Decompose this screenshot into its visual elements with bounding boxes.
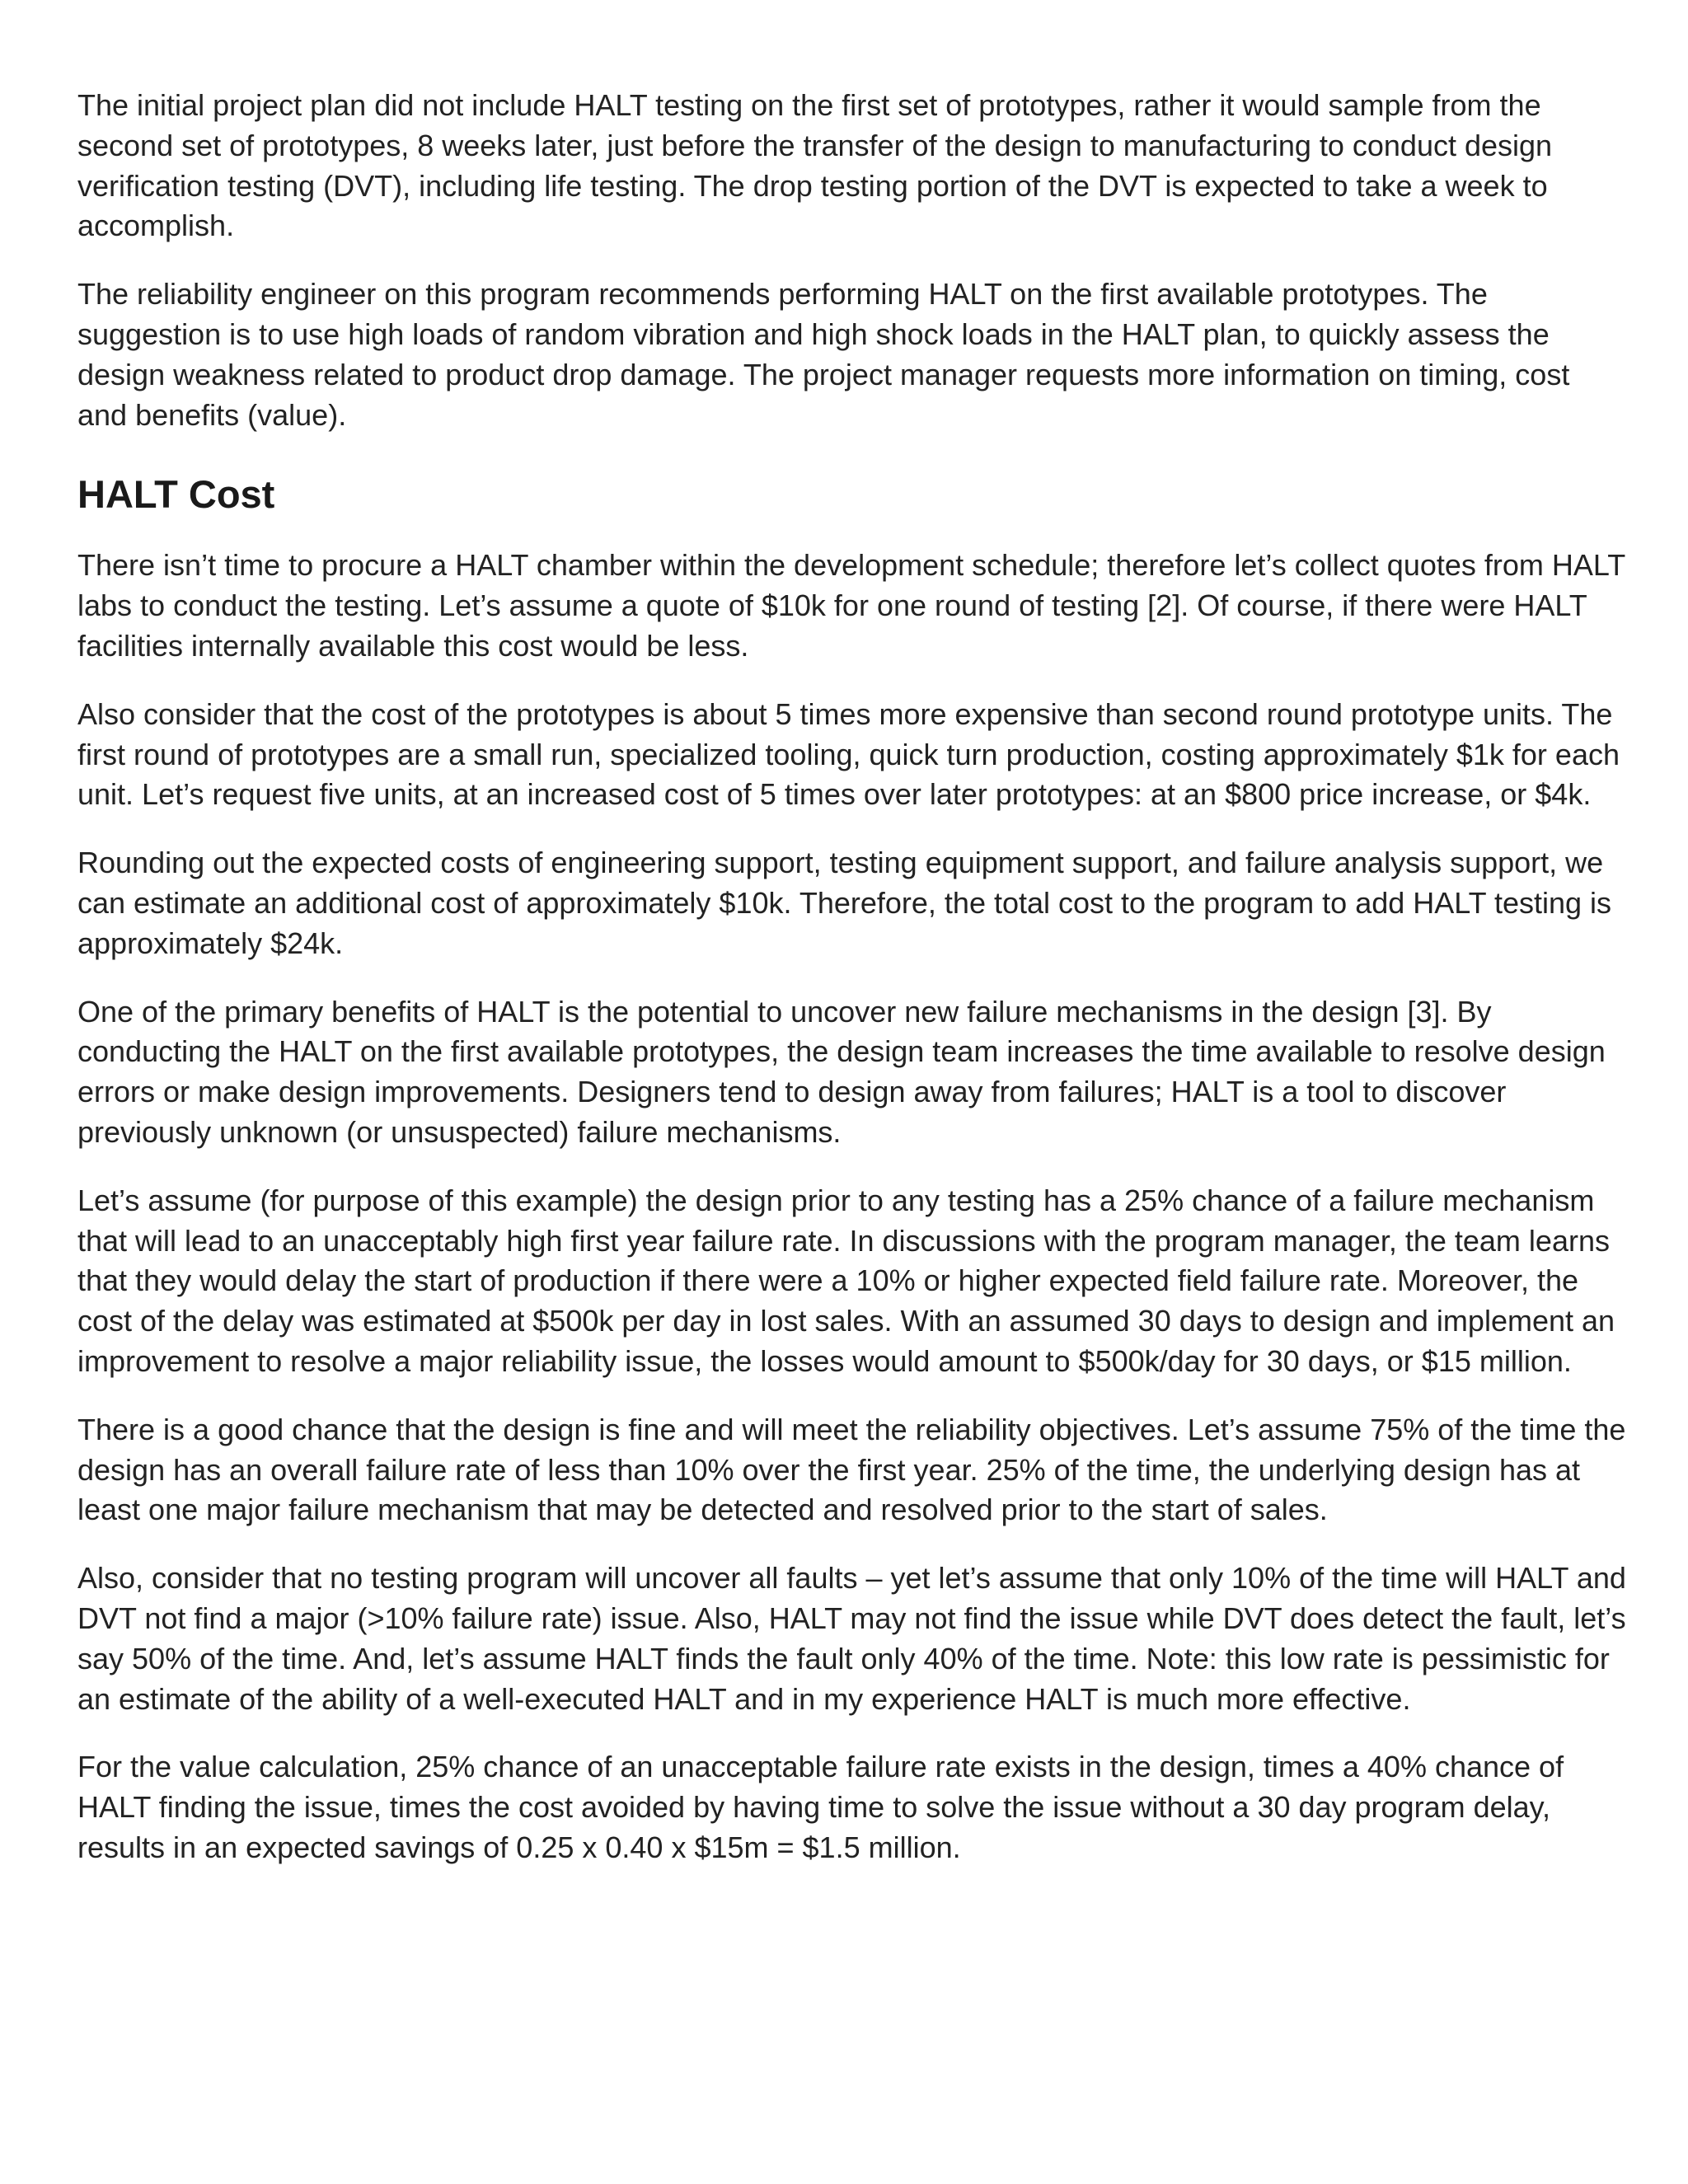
paragraph-reliability-objectives: There is a good chance that the design is fine and will meet the reliability objectives. Let’s assume 75% of the time the design has an overall failure rate of less than 10% over the first year. 25% of the time, the underlying design has at least one major failure mechanism that may be detected and resolved prior to the start of sales. (77, 1412, 1626, 1527)
paragraph-value-calculation: For the value calculation, 25% chance of an unacceptable failure rate exists in the design, times a 40% chance of HALT finding the issue, times the cost avoided by having time to solve the issue without a 30 day program delay, results in an expected savings of 0.25 x 0.40 x $15m = $1.5 million. (77, 1750, 1564, 1864)
paragraph-halt-benefits: One of the primary benefits of HALT is the potential to uncover new failure mechanisms in the design [3]. By conducting the HALT on the first available prototypes, the design team increases the time available to resolve design errors or make design improvements. Designers tend to design away from failures; HALT is a tool to discover previously unknown (or unsuspected) failure mechanisms. (77, 994, 1606, 1149)
paragraph-prototype-cost: Also consider that the cost of the prototypes is about 5 times more expensive than second round prototype units. The first round of prototypes are a small run, specialized tooling, quick turn production, costing approximately $1k for each unit. Let’s request five units, at an increased cost of 5 times over later prototypes: at an $800 price increase, or $4k. (77, 696, 1620, 812)
paragraph-total-cost: Rounding out the expected costs of engineering support, testing equipment support, and failure analysis support, we can estimate an additional cost of approximately $10k. Therefore, the total cost to the program to add HALT testing is approximately $24k. (77, 846, 1612, 960)
paragraph-initial-plan: The initial project plan did not include HALT testing on the first set of prototypes, rather it would sample from the second set of prototypes, 8 weeks later, just before the transfer of the design to manufacturing to conduct design verification testing (DVT), including life testing. The drop testing portion of the DVT is expected to take a week to accomplish. (77, 88, 1553, 243)
paragraph-failure-assumption: Let’s assume (for purpose of this example) the design prior to any testing has a 25% chance of a failure mechanism that will lead to an unacceptably high first year failure rate. In discussions with the program manager, the team learns that they would delay the start of production if there were a 10% or higher expected field failure rate. Moreover, the cost of the delay was estimated at $500k per day in lost sales. With an assumed 30 days to design and implement an improvement to resolve a major reliability issue, the losses would amount to $500k/day for 30 days, or $15 million. (77, 1183, 1615, 1378)
paragraph-testing-coverage: Also, consider that no testing program will uncover all faults – yet let’s assume that only 10% of the time will HALT and DVT not find a major (>10% failure rate) issue. Also, HALT may not find the issue while DVT does detect the fault, let’s say 50% of the time. And, let’s assume HALT finds the fault only 40% of the time. Note: this low rate is pessimistic for an estimate of the ability of a well-executed HALT and in my experience HALT is much more effective. (77, 1561, 1626, 1716)
document-body (77, 86, 1627, 1896)
paragraph-reliability-recommendation: The reliability engineer on this program recommends performing HALT on the first available prototypes. The suggestion is to use high loads of random vibration and high shock loads in the HALT plan, to quickly assess the design weakness related to product drop damage. The project manager requests more information on timing, cost and benefits (value). (77, 277, 1570, 432)
paragraph-halt-lab-quote: There isn’t time to procure a HALT chamber within the development schedule; therefore let’s collect quotes from HALT labs to conduct the testing. Let’s assume a quote of $10k for one round of testing [2]. Of course, if there were HALT facilities internally available this cost would be less. (77, 548, 1625, 663)
section-heading-halt-cost: HALT Cost (77, 472, 275, 517)
